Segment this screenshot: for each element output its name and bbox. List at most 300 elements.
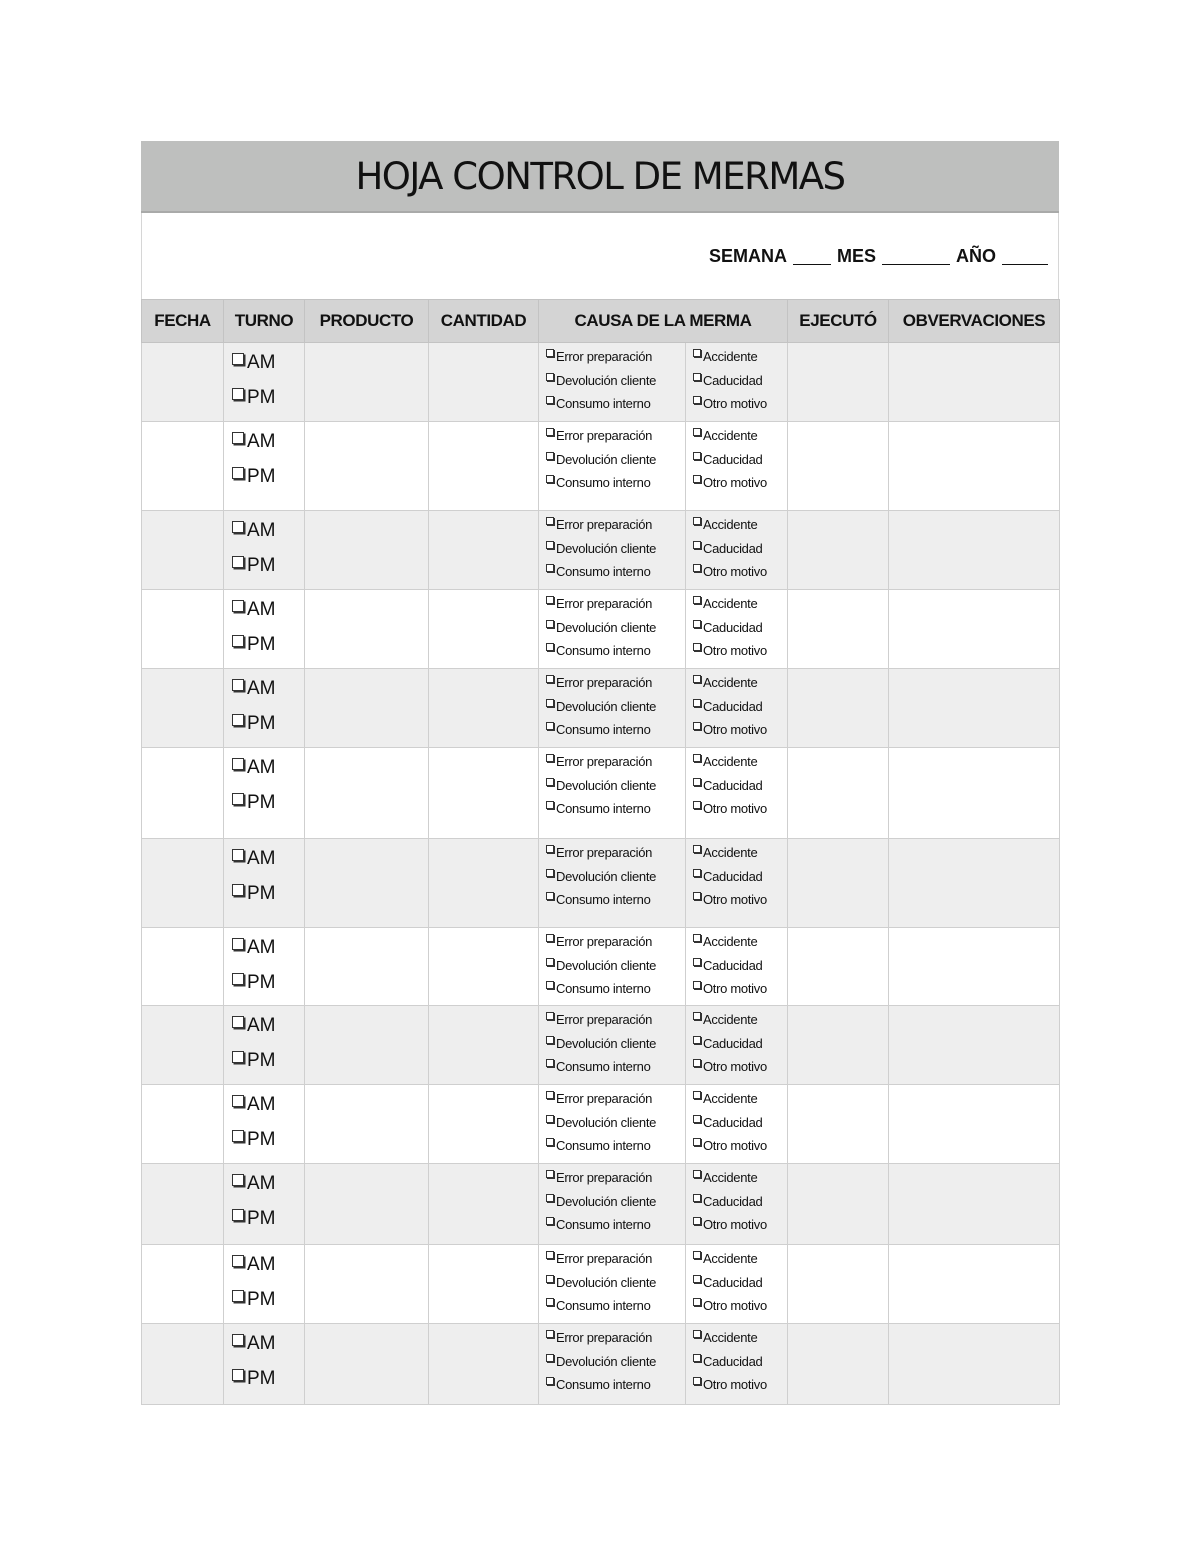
checkbox-icon[interactable]	[232, 1016, 244, 1028]
turno-checkbox-option[interactable]	[232, 597, 304, 632]
cause-option-label: Devolución cliente	[556, 1353, 657, 1369]
checkbox-icon[interactable]	[232, 521, 244, 533]
checkbox-icon[interactable]	[232, 467, 244, 479]
cause-checkbox-option[interactable]	[693, 1138, 787, 1162]
checkbox-icon[interactable]	[232, 1290, 244, 1302]
ejecuto-cell[interactable]	[788, 343, 889, 422]
cause-checkbox-option[interactable]	[546, 428, 685, 452]
cantidad-cell[interactable]	[429, 748, 539, 839]
turno-checkbox-option[interactable]	[232, 385, 304, 420]
causa-cell-left	[539, 1324, 686, 1405]
checkbox-icon[interactable]	[546, 892, 554, 900]
turno-checkbox-option[interactable]	[232, 935, 304, 970]
cause-option-label: Caducidad	[703, 451, 763, 467]
cause-checkbox-option[interactable]	[693, 778, 787, 802]
turno-checkbox-option[interactable]	[232, 881, 304, 916]
cause-option-label: Accidente	[703, 1251, 758, 1266]
cause-checkbox-option[interactable]	[693, 699, 787, 723]
checkbox-icon[interactable]	[546, 1138, 554, 1146]
checkbox-icon[interactable]	[546, 934, 554, 942]
checkbox-icon[interactable]	[693, 1251, 701, 1259]
cause-checkbox-option[interactable]	[546, 596, 685, 620]
turno-checkbox-option[interactable]	[232, 846, 304, 881]
ejecuto-cell[interactable]	[788, 422, 889, 511]
cause-checkbox-option[interactable]	[546, 754, 685, 778]
observaciones-cell[interactable]	[889, 343, 1060, 422]
cause-option-label: Caducidad	[703, 868, 763, 884]
checkbox-icon[interactable]	[693, 620, 701, 628]
checkbox-icon[interactable]	[693, 778, 701, 786]
checkbox-icon[interactable]	[693, 892, 701, 900]
cantidad-cell[interactable]	[429, 343, 539, 422]
observaciones-cell[interactable]	[889, 928, 1060, 1006]
cause-checkbox-option[interactable]	[546, 1377, 685, 1401]
checkbox-icon[interactable]	[693, 1194, 701, 1202]
cause-checkbox-option[interactable]	[693, 981, 787, 1005]
checkbox-icon[interactable]	[546, 1354, 554, 1362]
checkbox-icon[interactable]	[546, 1275, 554, 1283]
cause-option-label: Caducidad	[703, 1274, 763, 1290]
fecha-cell[interactable]	[142, 1164, 224, 1245]
checkbox-icon[interactable]	[693, 699, 701, 707]
checkbox-icon[interactable]	[232, 1334, 244, 1346]
checkbox-icon[interactable]	[546, 428, 554, 436]
cause-checkbox-option[interactable]	[693, 754, 787, 778]
cause-checkbox-option[interactable]	[693, 1170, 787, 1194]
checkbox-icon[interactable]	[693, 428, 701, 436]
checkbox-icon[interactable]	[693, 349, 701, 357]
checkbox-icon[interactable]	[546, 1194, 554, 1202]
cause-checkbox-option[interactable]	[693, 564, 787, 588]
cause-option-label: Error preparación	[556, 1251, 653, 1266]
observaciones-cell[interactable]	[889, 511, 1060, 590]
cantidad-cell[interactable]	[429, 1006, 539, 1085]
cantidad-cell[interactable]	[429, 839, 539, 928]
checkbox-icon[interactable]	[693, 596, 701, 604]
observaciones-cell[interactable]	[889, 1085, 1060, 1164]
checkbox-icon[interactable]	[232, 1095, 244, 1107]
checkbox-icon[interactable]	[546, 1091, 554, 1099]
cantidad-cell[interactable]	[429, 1324, 539, 1405]
cause-checkbox-option[interactable]	[693, 1330, 787, 1354]
checkbox-icon[interactable]	[693, 869, 701, 877]
checkbox-icon[interactable]	[232, 1130, 244, 1142]
checkbox-icon[interactable]	[546, 541, 554, 549]
cause-checkbox-option[interactable]	[546, 1330, 685, 1354]
cause-checkbox-option[interactable]	[546, 845, 685, 869]
checkbox-icon[interactable]	[693, 1138, 701, 1146]
checkbox-icon[interactable]	[693, 1012, 701, 1020]
cause-checkbox-option[interactable]	[693, 1251, 787, 1275]
checkbox-icon[interactable]	[693, 452, 701, 460]
fecha-cell[interactable]	[142, 1324, 224, 1405]
ejecuto-cell[interactable]	[788, 928, 889, 1006]
cause-checkbox-option[interactable]	[546, 1251, 685, 1275]
checkbox-icon[interactable]	[546, 699, 554, 707]
cause-checkbox-option[interactable]	[546, 958, 685, 982]
checkbox-icon[interactable]	[546, 643, 554, 651]
checkbox-icon[interactable]	[546, 845, 554, 853]
ejecuto-cell[interactable]	[788, 1085, 889, 1164]
cantidad-cell[interactable]	[429, 422, 539, 511]
turno-checkbox-option[interactable]	[232, 1013, 304, 1048]
cause-checkbox-option[interactable]	[546, 517, 685, 541]
cause-checkbox-option[interactable]	[693, 541, 787, 565]
cause-checkbox-option[interactable]	[693, 1354, 787, 1378]
cause-checkbox-option[interactable]	[693, 1059, 787, 1083]
checkbox-icon[interactable]	[693, 801, 701, 809]
cause-checkbox-option[interactable]	[546, 564, 685, 588]
col-header-cantidad: CANTIDAD	[429, 300, 539, 343]
cause-checkbox-option[interactable]	[693, 452, 787, 476]
turno-checkbox-option[interactable]	[232, 1092, 304, 1127]
cause-option-label: Otro motivo	[703, 1377, 767, 1392]
producto-cell[interactable]	[305, 511, 429, 590]
checkbox-icon[interactable]	[546, 981, 554, 989]
cantidad-cell[interactable]	[429, 1164, 539, 1245]
fecha-cell[interactable]	[142, 1006, 224, 1085]
checkbox-icon[interactable]	[693, 475, 701, 483]
cause-checkbox-option[interactable]	[693, 373, 787, 397]
turno-checkbox-option[interactable]	[232, 1206, 304, 1241]
cause-checkbox-option[interactable]	[546, 1298, 685, 1322]
cause-checkbox-option[interactable]	[693, 475, 787, 499]
cause-checkbox-option[interactable]	[546, 869, 685, 893]
turno-checkbox-option[interactable]	[232, 755, 304, 790]
observaciones-cell[interactable]	[889, 1324, 1060, 1405]
turno-checkbox-option[interactable]	[232, 1331, 304, 1366]
cause-checkbox-option[interactable]	[546, 620, 685, 644]
producto-cell[interactable]	[305, 590, 429, 669]
cause-checkbox-option[interactable]	[693, 958, 787, 982]
turno-option-label: PM	[247, 466, 276, 487]
cause-checkbox-option[interactable]	[546, 801, 685, 825]
ejecuto-cell[interactable]	[788, 590, 889, 669]
turno-checkbox-option[interactable]	[232, 464, 304, 499]
fecha-cell[interactable]	[142, 839, 224, 928]
cause-checkbox-option[interactable]	[693, 722, 787, 746]
checkbox-icon[interactable]	[546, 1377, 554, 1385]
cause-option-label: Otro motivo	[703, 892, 767, 907]
checkbox-icon[interactable]	[232, 679, 244, 691]
cause-option-label: Error preparación	[556, 675, 653, 690]
checkbox-icon[interactable]	[546, 1036, 554, 1044]
checkbox-icon[interactable]	[232, 1051, 244, 1063]
checkbox-icon[interactable]	[232, 1255, 244, 1267]
producto-cell[interactable]	[305, 748, 429, 839]
cause-checkbox-option[interactable]	[693, 801, 787, 825]
checkbox-icon[interactable]	[232, 600, 244, 612]
turno-checkbox-option[interactable]	[232, 1252, 304, 1287]
checkbox-icon[interactable]	[546, 373, 554, 381]
ejecuto-cell[interactable]	[788, 839, 889, 928]
checkbox-icon[interactable]	[693, 754, 701, 762]
cause-checkbox-option[interactable]	[693, 428, 787, 452]
checkbox-icon[interactable]	[546, 801, 554, 809]
checkbox-icon[interactable]	[693, 981, 701, 989]
checkbox-icon[interactable]	[232, 849, 244, 861]
cause-checkbox-option[interactable]	[546, 1036, 685, 1060]
turno-checkbox-option[interactable]	[232, 518, 304, 553]
checkbox-icon[interactable]	[232, 758, 244, 770]
checkbox-icon[interactable]	[693, 1217, 701, 1225]
cause-checkbox-option[interactable]	[693, 596, 787, 620]
cause-checkbox-option[interactable]	[546, 1354, 685, 1378]
turno-checkbox-option[interactable]	[232, 1171, 304, 1206]
checkbox-icon[interactable]	[693, 643, 701, 651]
cantidad-cell[interactable]	[429, 1245, 539, 1324]
observaciones-cell[interactable]	[889, 1006, 1060, 1085]
observaciones-cell[interactable]	[889, 748, 1060, 839]
cantidad-cell[interactable]	[429, 590, 539, 669]
cause-checkbox-option[interactable]	[693, 1275, 787, 1299]
fecha-cell[interactable]	[142, 1085, 224, 1164]
fecha-cell[interactable]	[142, 669, 224, 748]
checkbox-icon[interactable]	[232, 635, 244, 647]
cantidad-cell[interactable]	[429, 1085, 539, 1164]
cause-checkbox-option[interactable]	[546, 675, 685, 699]
turno-checkbox-option[interactable]	[232, 1366, 304, 1401]
producto-cell[interactable]	[305, 1245, 429, 1324]
cause-checkbox-option[interactable]	[693, 643, 787, 667]
checkbox-icon[interactable]	[693, 1059, 701, 1067]
table-row	[142, 511, 1060, 590]
checkbox-icon[interactable]	[546, 675, 554, 683]
ejecuto-cell[interactable]	[788, 511, 889, 590]
turno-checkbox-option[interactable]	[232, 1287, 304, 1322]
table-row	[142, 839, 1060, 928]
producto-cell[interactable]	[305, 1164, 429, 1245]
producto-cell[interactable]	[305, 1324, 429, 1405]
checkbox-icon[interactable]	[546, 754, 554, 762]
cause-checkbox-option[interactable]	[546, 892, 685, 916]
turno-checkbox-option[interactable]	[232, 676, 304, 711]
checkbox-icon[interactable]	[232, 714, 244, 726]
cause-checkbox-option[interactable]	[546, 1059, 685, 1083]
producto-cell[interactable]	[305, 422, 429, 511]
cause-checkbox-option[interactable]	[546, 981, 685, 1005]
cause-checkbox-option[interactable]	[546, 452, 685, 476]
checkbox-icon[interactable]	[546, 620, 554, 628]
fecha-cell[interactable]	[142, 1245, 224, 1324]
week-field[interactable]	[793, 248, 831, 265]
cause-checkbox-option[interactable]	[546, 373, 685, 397]
checkbox-icon[interactable]	[232, 432, 244, 444]
observaciones-cell[interactable]	[889, 1164, 1060, 1245]
producto-cell[interactable]	[305, 669, 429, 748]
checkbox-icon[interactable]	[693, 934, 701, 942]
checkbox-icon[interactable]	[546, 1330, 554, 1338]
producto-cell[interactable]	[305, 343, 429, 422]
checkbox-icon[interactable]	[693, 1298, 701, 1306]
producto-cell[interactable]	[305, 839, 429, 928]
checkbox-icon[interactable]	[232, 1209, 244, 1221]
cause-checkbox-option[interactable]	[693, 1194, 787, 1218]
fecha-cell[interactable]	[142, 511, 224, 590]
checkbox-icon[interactable]	[232, 1369, 244, 1381]
checkbox-icon[interactable]	[693, 373, 701, 381]
cause-checkbox-option[interactable]	[693, 934, 787, 958]
producto-cell[interactable]	[305, 1085, 429, 1164]
turno-checkbox-option[interactable]	[232, 350, 304, 385]
cause-checkbox-option[interactable]	[693, 1091, 787, 1115]
turno-cell	[224, 1085, 305, 1164]
cause-checkbox-option[interactable]	[546, 1012, 685, 1036]
checkbox-icon[interactable]	[693, 1377, 701, 1385]
checkbox-icon[interactable]	[232, 884, 244, 896]
cantidad-cell[interactable]	[429, 669, 539, 748]
cause-checkbox-option[interactable]	[693, 349, 787, 373]
cause-checkbox-option[interactable]	[693, 1298, 787, 1322]
cause-checkbox-option[interactable]	[546, 643, 685, 667]
cause-checkbox-option[interactable]	[693, 892, 787, 916]
ejecuto-cell[interactable]	[788, 1324, 889, 1405]
checkbox-icon[interactable]	[546, 722, 554, 730]
cause-checkbox-option[interactable]	[693, 620, 787, 644]
cause-checkbox-option[interactable]	[693, 517, 787, 541]
checkbox-icon[interactable]	[693, 564, 701, 572]
cause-checkbox-option[interactable]	[546, 475, 685, 499]
checkbox-icon[interactable]	[546, 1217, 554, 1225]
checkbox-icon[interactable]	[232, 793, 244, 805]
turno-checkbox-option[interactable]	[232, 429, 304, 464]
month-field[interactable]	[882, 248, 950, 265]
year-field[interactable]	[1002, 248, 1048, 265]
checkbox-icon[interactable]	[693, 958, 701, 966]
producto-cell[interactable]	[305, 928, 429, 1006]
checkbox-icon[interactable]	[546, 396, 554, 404]
turno-checkbox-option[interactable]	[232, 1048, 304, 1083]
checkbox-icon[interactable]	[693, 1036, 701, 1044]
checkbox-icon[interactable]	[232, 556, 244, 568]
cause-checkbox-option[interactable]	[546, 934, 685, 958]
cause-option-label: Accidente	[703, 675, 758, 690]
cause-checkbox-option[interactable]	[693, 1036, 787, 1060]
cause-checkbox-option[interactable]	[546, 541, 685, 565]
table-row	[142, 1085, 1060, 1164]
ejecuto-cell[interactable]	[788, 748, 889, 839]
observaciones-cell[interactable]	[889, 1245, 1060, 1324]
cause-checkbox-option[interactable]	[546, 349, 685, 373]
checkbox-icon[interactable]	[693, 1115, 701, 1123]
turno-checkbox-option[interactable]	[232, 790, 304, 825]
checkbox-icon[interactable]	[693, 1091, 701, 1099]
fecha-cell[interactable]	[142, 422, 224, 511]
checkbox-icon[interactable]	[693, 1275, 701, 1283]
cause-checkbox-option[interactable]	[693, 869, 787, 893]
turno-checkbox-option[interactable]	[232, 553, 304, 588]
fecha-cell[interactable]	[142, 928, 224, 1006]
turno-checkbox-option[interactable]	[232, 1127, 304, 1162]
turno-option-label: AM	[247, 1094, 276, 1115]
turno-cell	[224, 590, 305, 669]
cause-checkbox-option[interactable]	[693, 396, 787, 420]
cause-checkbox-option[interactable]	[546, 722, 685, 746]
checkbox-icon[interactable]	[546, 1170, 554, 1178]
cantidad-cell[interactable]	[429, 928, 539, 1006]
cause-checkbox-option[interactable]	[546, 1217, 685, 1241]
checkbox-icon[interactable]	[546, 517, 554, 525]
checkbox-icon[interactable]	[693, 396, 701, 404]
cause-checkbox-option[interactable]	[546, 1275, 685, 1299]
observaciones-cell[interactable]	[889, 590, 1060, 669]
table-row	[142, 1245, 1060, 1324]
checkbox-icon[interactable]	[546, 452, 554, 460]
cause-option-label: Accidente	[703, 934, 758, 949]
cause-checkbox-option[interactable]	[693, 675, 787, 699]
checkbox-icon[interactable]	[693, 517, 701, 525]
checkbox-icon[interactable]	[232, 353, 244, 365]
checkbox-icon[interactable]	[546, 778, 554, 786]
cause-checkbox-option[interactable]	[546, 778, 685, 802]
checkbox-icon[interactable]	[232, 938, 244, 950]
turno-checkbox-option[interactable]	[232, 711, 304, 746]
cause-checkbox-option[interactable]	[546, 699, 685, 723]
cantidad-cell[interactable]	[429, 511, 539, 590]
checkbox-icon[interactable]	[546, 475, 554, 483]
checkbox-icon[interactable]	[546, 1012, 554, 1020]
checkbox-icon[interactable]	[693, 675, 701, 683]
checkbox-icon[interactable]	[546, 1251, 554, 1259]
observaciones-cell[interactable]	[889, 422, 1060, 511]
ejecuto-cell[interactable]	[788, 1006, 889, 1085]
ejecuto-cell[interactable]	[788, 1245, 889, 1324]
producto-cell[interactable]	[305, 1006, 429, 1085]
cause-checkbox-option[interactable]	[546, 1115, 685, 1139]
cause-checkbox-option[interactable]	[546, 396, 685, 420]
checkbox-icon[interactable]	[546, 1059, 554, 1067]
col-header-producto: PRODUCTO	[305, 300, 429, 343]
checkbox-icon[interactable]	[693, 722, 701, 730]
cause-checkbox-option[interactable]	[546, 1138, 685, 1162]
cause-checkbox-option[interactable]	[693, 1217, 787, 1241]
checkbox-icon[interactable]	[232, 388, 244, 400]
checkbox-icon[interactable]	[546, 349, 554, 357]
checkbox-icon[interactable]	[546, 1298, 554, 1306]
checkbox-icon[interactable]	[693, 1330, 701, 1338]
checkbox-icon[interactable]	[546, 1115, 554, 1123]
observaciones-cell[interactable]	[889, 839, 1060, 928]
fecha-cell[interactable]	[142, 748, 224, 839]
ejecuto-cell[interactable]	[788, 669, 889, 748]
checkbox-icon[interactable]	[546, 564, 554, 572]
checkbox-icon[interactable]	[232, 1174, 244, 1186]
turno-option-label: AM	[247, 1173, 276, 1194]
cause-checkbox-option[interactable]	[546, 1091, 685, 1115]
checkbox-icon[interactable]	[546, 958, 554, 966]
checkbox-icon[interactable]	[693, 1170, 701, 1178]
checkbox-icon[interactable]	[693, 845, 701, 853]
causa-cell-left	[539, 1006, 686, 1085]
cause-checkbox-option[interactable]	[693, 1377, 787, 1401]
cause-checkbox-option[interactable]	[693, 845, 787, 869]
cause-checkbox-option[interactable]	[546, 1194, 685, 1218]
checkbox-icon[interactable]	[546, 869, 554, 877]
checkbox-icon[interactable]	[546, 596, 554, 604]
ejecuto-cell[interactable]	[788, 1164, 889, 1245]
turno-checkbox-option[interactable]	[232, 632, 304, 667]
checkbox-icon[interactable]	[693, 541, 701, 549]
fecha-cell[interactable]	[142, 343, 224, 422]
cause-checkbox-option[interactable]	[693, 1012, 787, 1036]
cause-checkbox-option[interactable]	[693, 1115, 787, 1139]
observaciones-cell[interactable]	[889, 669, 1060, 748]
cause-checkbox-option[interactable]	[546, 1170, 685, 1194]
fecha-cell[interactable]	[142, 590, 224, 669]
checkbox-icon[interactable]	[693, 1354, 701, 1362]
checkbox-icon[interactable]	[232, 973, 244, 985]
turno-checkbox-option[interactable]	[232, 970, 304, 1005]
